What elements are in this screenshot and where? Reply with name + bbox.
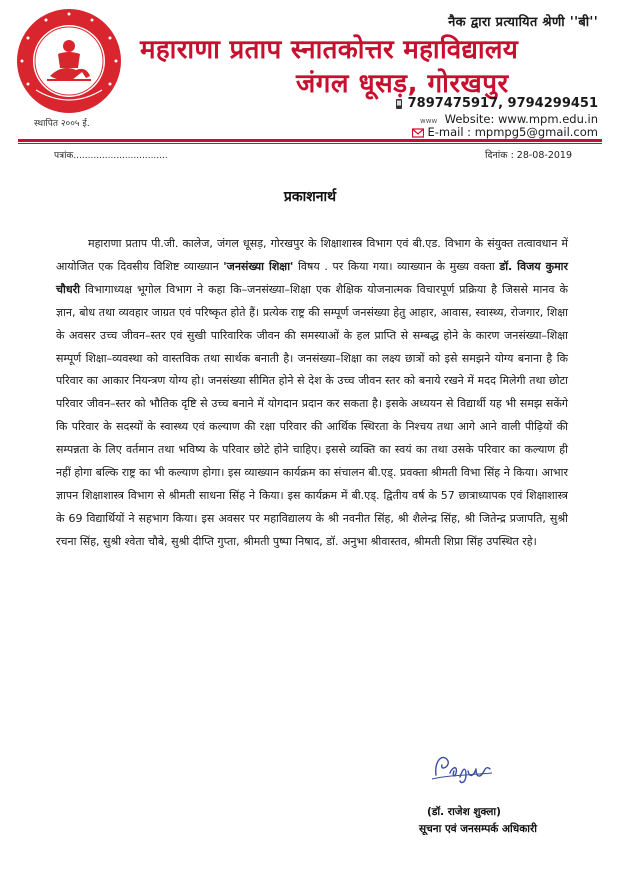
body-text-2: विषय . पर किया गया। व्याख्यान के मुख्य वक्ता xyxy=(293,259,500,273)
press-release-heading: प्रकाशनार्थ xyxy=(283,189,337,205)
signatory-title: सूचना एवं जनसम्पर्क अधिकारी xyxy=(419,823,538,835)
phone-numbers: 7897475917, 9794299451 xyxy=(407,96,598,111)
website-url: Website: www.mpm.edu.in xyxy=(444,112,598,126)
reference-number: पत्रांक................................. xyxy=(54,151,168,161)
college-seal-logo xyxy=(14,6,124,116)
letter-body xyxy=(56,233,568,554)
phone-line xyxy=(393,96,598,111)
established-year: स्थापित २००५ ई. xyxy=(34,119,90,129)
phone-icon xyxy=(393,99,405,109)
body-text-3: विभागाध्यक्ष भूगोल विभाग ने कहा कि–जनसंख्या–शिक्षा एक शैक्षिक योजनात्मक विचारपूर्ण प्रक्रिया है जिससे मानव के ज्ञान, बोध तथा व्यवहार जाग्रत एवं परिष्कृत होते हैं। प्रत्येक राष्ट्र की सम्पूर्ण जनसंख्या हेतु आहार, आवास, स्वास्थ्य, रोजगार, शिक्षा के अवसर उच्च जीवन–स्तर एवं सुखी पारिवारिक जीवन की समस्याओं के हल प्राप्ति से सम्बद्ध होने के कारण जनसंख्या–शिक्षा सम्पूर्ण शिक्षा–व्यवस्था को वास्तविक तथा सार्थक बनाती है। जनसंख्या–शिक्षा का लक्ष्य छात्रों को इसे समझने योग्य बनाना है कि परिवार का आकार नियन्त्रण योग्य हो। जनसंख्या सीमित होने से देश के उच्च जीवन स्तर को बनाये रखने में मदद मिलेगी तथा छोटा परिवार जीवन–स्तर को भौतिक दृष्टि से उच्च बनाने में योगदान प्रदान कर सकता है। इसके अध्ययन से विद्यार्थी यह भी समझ सकेंगे कि परिवार के सदस्यों के स्वास्थ्य एवं कल्याण की रक्षा परिवार की आर्थिक स्थिरता के निश्चय तथा आगे आने वाली पीढ़ियों की सम्पन्नता के लिए वर्तमान तथा भविष्य के परिवार छोटे होने चाहिए। इससे व्यक्ति का स्वयं का तथा उसके परिवार का कल्याण ही नहीं होगा बल्कि राष्ट्र का भी कल्याण होगा। इस व्याख्यान कार्यक्रम का संचालन बी.एड्. प्रवक्ता श्रीमती विभा सिंह ने किया। आभार ज्ञापन शिक्षाशास्त्र विभाग से श्रीमती साधना सिंह ने किया। इस कार्यक्रम में बी.एड्. द्वितीय वर्ष के 57 छात्राध्यापक एवं शिक्षाशास्त्र के 69 विद्यार्थियों ने सहभाग किया। इस अवसर पर महाविद्यालय के श्री नवनीत सिंह, श्री शैलेन्द्र सिंह, श्री जितेन्द्र प्रजापति, सुश्री रचना सिंह, सुश्री श्वेता चौबे, सुश्री दीप्ति गुप्ता, श्रीमती पुष्पा निषाद, डॉ. अनुभा श्रीवास्तव, श्रीमती शिप्रा सिंह उपस्थित रहे। xyxy=(56,282,568,548)
header-divider-thin xyxy=(18,143,602,144)
body-text-1: महाराणा प्रताप पी.जी. कालेज, जंगल धूसड़, गोरखपुर के शिक्षाशास्त्र विभाग एवं बी.एड. विभाग के संयुक्त तत्वावधान में आयोजित एक दिवसीय विशिष्ट व्याख्यान xyxy=(56,237,568,273)
website-line xyxy=(420,112,598,126)
lecture-topic: 'जनसंख्या शिक्षा' xyxy=(223,259,294,273)
mail-icon xyxy=(412,128,424,138)
email-address: E-mail : mpmpg5@gmail.com xyxy=(427,125,598,139)
letter-date: दिनांक : 28-08-2019 xyxy=(485,150,572,161)
college-place: जंगल धूसड़, गोरखपुर xyxy=(296,69,509,99)
email-line xyxy=(412,125,598,139)
header-divider xyxy=(18,139,602,142)
svg-text:www: www xyxy=(419,116,437,125)
naac-grade: नैक द्वारा प्रत्यायित श्रेणी ''बी'' xyxy=(448,15,598,30)
signatory-name: (डॉ. राजेश शुक्ला) xyxy=(427,806,501,818)
speaker-name: डॉ. विजय कुमार चौधरी xyxy=(56,259,569,296)
www-icon xyxy=(420,115,442,125)
college-name: महाराणा प्रताप स्नातकोत्तर महाविद्यालय xyxy=(140,35,519,65)
handwritten-signature xyxy=(430,745,494,787)
